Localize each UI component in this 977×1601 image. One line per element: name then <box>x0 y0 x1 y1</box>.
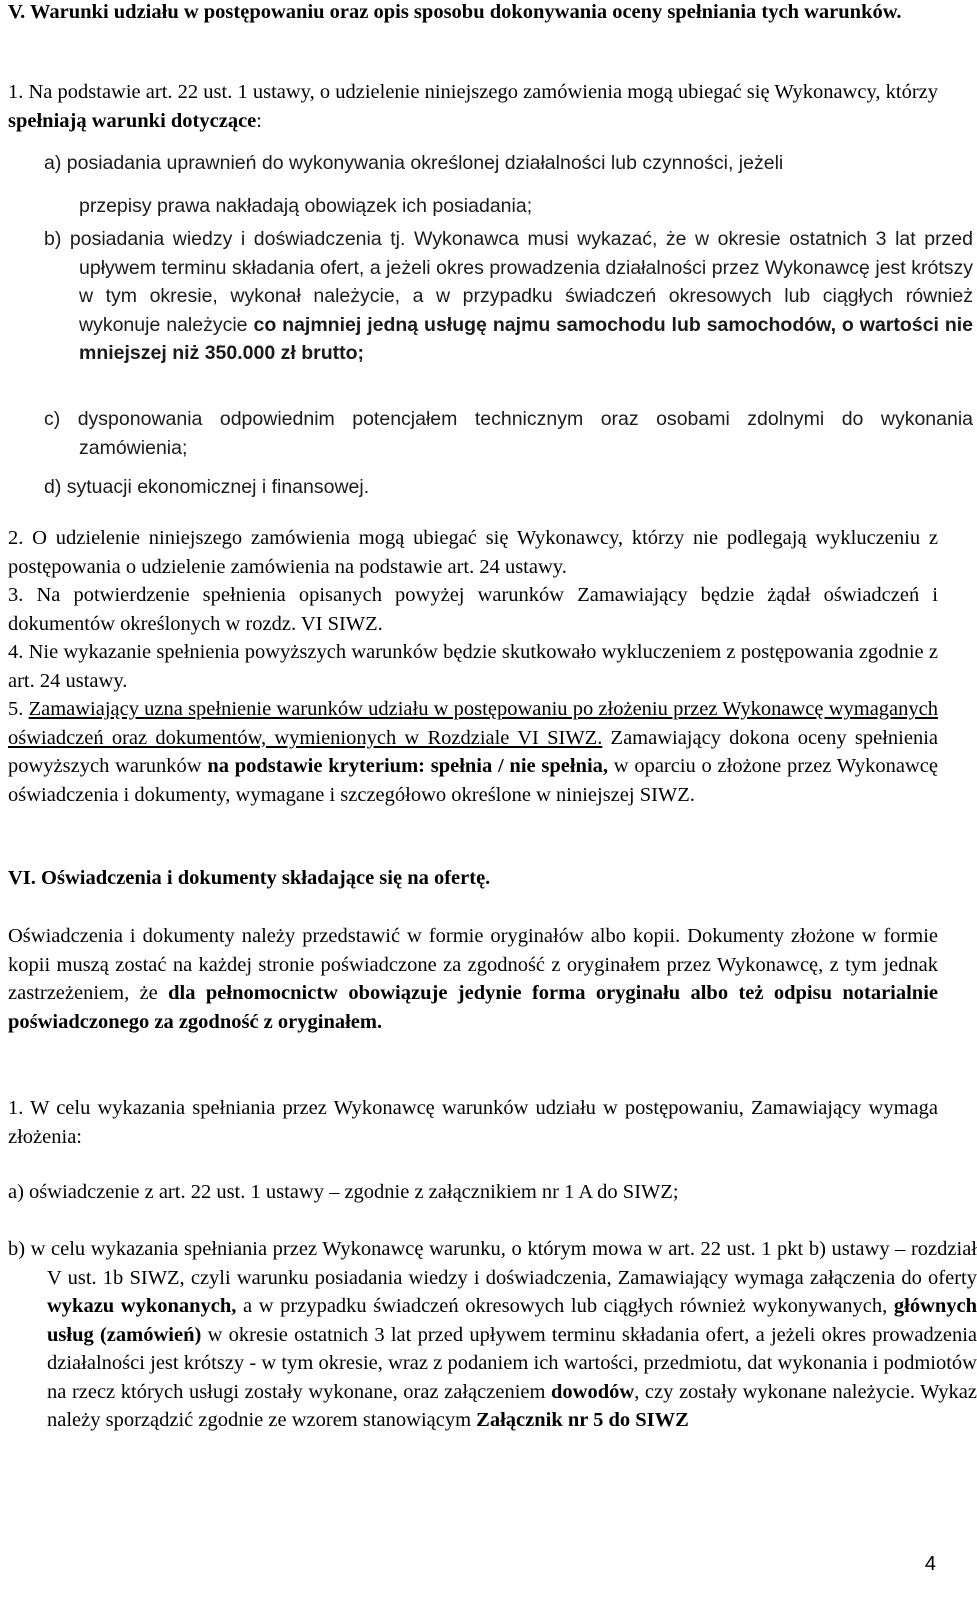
section-v-point-1-intro <box>8 78 938 135</box>
section-vi-intro-bold: dla pełnomocnictw obowiązuje jedynie forma oryginału albo też odpisu notarialnie poświadczonego za zgodność z oryginałem. <box>8 982 939 1033</box>
item-b-part-4: , czy zostały wykonane należycie. Wykaz należy sporządzić zgodnie ze wzorem stanowiącym <box>47 1380 977 1431</box>
point-1-intro-text: 1. Na podstawie art. 22 ust. 1 ustawy, o udzielenie niniejszego zamówienia mogą ubiegać się Wykonawcy, którzy <box>8 81 938 103</box>
item-a-line-1: a) posiadania uprawnień do wykonywania określonej działalności lub czynności, jeżeli <box>44 152 784 174</box>
item-b-part-3: w okresie ostatnich 3 lat przed upływem terminu składania ofert, a jeżeli okres prowadzenia działalności jest krótszy - w tym okresie, wraz z podaniem ich wartości, przedmiotu, dat wykonania i podmiotów na rzecz których usługi zostały wykonane, oraz załączeniem <box>47 1323 977 1403</box>
point-5-tail: w oparciu o złożone przez Wykonawcę oświadczenia i dokumenty, wymagane i szczegółowo określone w niniejszej SIWZ. <box>8 755 938 806</box>
point-5-number: 5. <box>8 698 24 720</box>
point-5-bold: na podstawie kryterium: spełnia / nie spełnia, <box>207 755 609 777</box>
section-vi-heading: VI. Oświadczenia i dokumenty składające się na ofertę. <box>8 867 491 889</box>
section-vi-intro-text: Oświadczenia i dokumenty należy przedstawić w formie oryginałów albo kopii. Dokumenty złożone w formie kopii muszą zostać na każdej stronie poświadczone za zgodność z oryginałem przez Wykonawcę, z tym jednak zastrzeżeniem, że <box>8 925 938 1004</box>
section-v-point-4: 4. Nie wykazanie spełnienia powyższych warunków będzie skutkowało wykluczeniem z postępowania zgodnie z art. 24 ustawy. <box>8 641 938 692</box>
item-b-part-2: a w przypadku świadczeń okresowych lub ciągłych również wykonywanych, <box>243 1295 888 1317</box>
section-vi-item-b <box>8 1235 977 1435</box>
item-b-bold-2: głównych usług (zamówień) <box>47 1295 977 1346</box>
point-1-intro-colon: : <box>256 109 262 132</box>
section-v-point-5 <box>8 695 938 809</box>
section-v-point-2: 2. O udzielenie niniejszego zamówienia mogą ubiegać się Wykonawcy, którzy nie podlegają wykluczeniu z postępowania o udzielenie zamówienia na podstawie art. 24 ustawy. <box>8 527 938 578</box>
section-vi-point-1: 1. W celu wykazania spełniania przez Wykonawcę warunków udziału w postępowaniu, Zamawiający wymaga złożenia: <box>8 1097 938 1148</box>
item-b-part-1: b) w celu wykazania spełniania przez Wykonawcę warunku, o którym mowa w art. 22 ust. 1 pkt b) ustawy – rozdział V ust. 1b SIWZ, czyli warunku posiadania wiedzy i doświadczenia, Zamawiający wymaga załączenia do oferty <box>8 1238 977 1289</box>
item-b-bold: co najmniej jedną usługę najmu samochodu lub samochodów, o wartości nie mniejszej niż 350.000 zł brutto; <box>79 313 973 364</box>
section-vi-intro <box>8 922 938 1036</box>
item-c: c) dysponowania odpowiednim potencjałem technicznym oraz osobami zdolnymi do wykonania zamówienia; <box>44 408 973 459</box>
section-v-point-3: 3. Na potwierdzenie spełnienia opisanych powyżej warunków Zamawiający będzie żądał oświadczeń i dokumentów określonych w rozdz. VI SIWZ. <box>8 584 938 635</box>
page-number: 4 <box>924 1553 936 1575</box>
section-vi-item-a: a) oświadczenie z art. 22 ust. 1 ustawy – zgodnie z załącznikiem nr 1 A do SIWZ; <box>8 1181 679 1203</box>
item-b <box>44 225 973 368</box>
section-v-heading: V. Warunki udziału w postępowaniu oraz opis sposobu dokonywania oceny spełniania tych warunków. <box>8 1 902 23</box>
point-1-intro-bold: spełniają warunki dotyczące <box>8 109 257 132</box>
item-b-text: b) posiadania wiedzy i doświadczenia tj. Wykonawca musi wykazać, że w okresie ostatnich 3 lat przed upływem terminu składania ofert, a jeżeli okres prowadzenia działalności przez Wykonawcę jest krótszy w tym okresie, wykonał należycie, a w przypadku świadczeń okresowych lub ciągłych również wykonuje należycie <box>44 228 973 336</box>
point-5-underlined: Zamawiający uzna spełnienie warunków udziału w postępowaniu po złożeniu przez Wykonawcę wymaganych oświadczeń oraz dokumentów, wymienionych w Rozdziale VI SIWZ. <box>8 698 938 749</box>
item-b-bold-4: Załącznik nr 5 do SIWZ <box>476 1409 689 1431</box>
point-5-text: Zamawiający dokona oceny spełnienia powyższych warunków <box>8 726 939 777</box>
item-b-bold-1: wykazu wykonanych, <box>47 1295 237 1317</box>
item-d: d) sytuacji ekonomicznej i finansowej. <box>44 476 370 498</box>
item-a-line-2: przepisy prawa nakładają obowiązek ich posiadania; <box>79 195 533 217</box>
item-b-bold-3: dowodów <box>551 1380 635 1403</box>
